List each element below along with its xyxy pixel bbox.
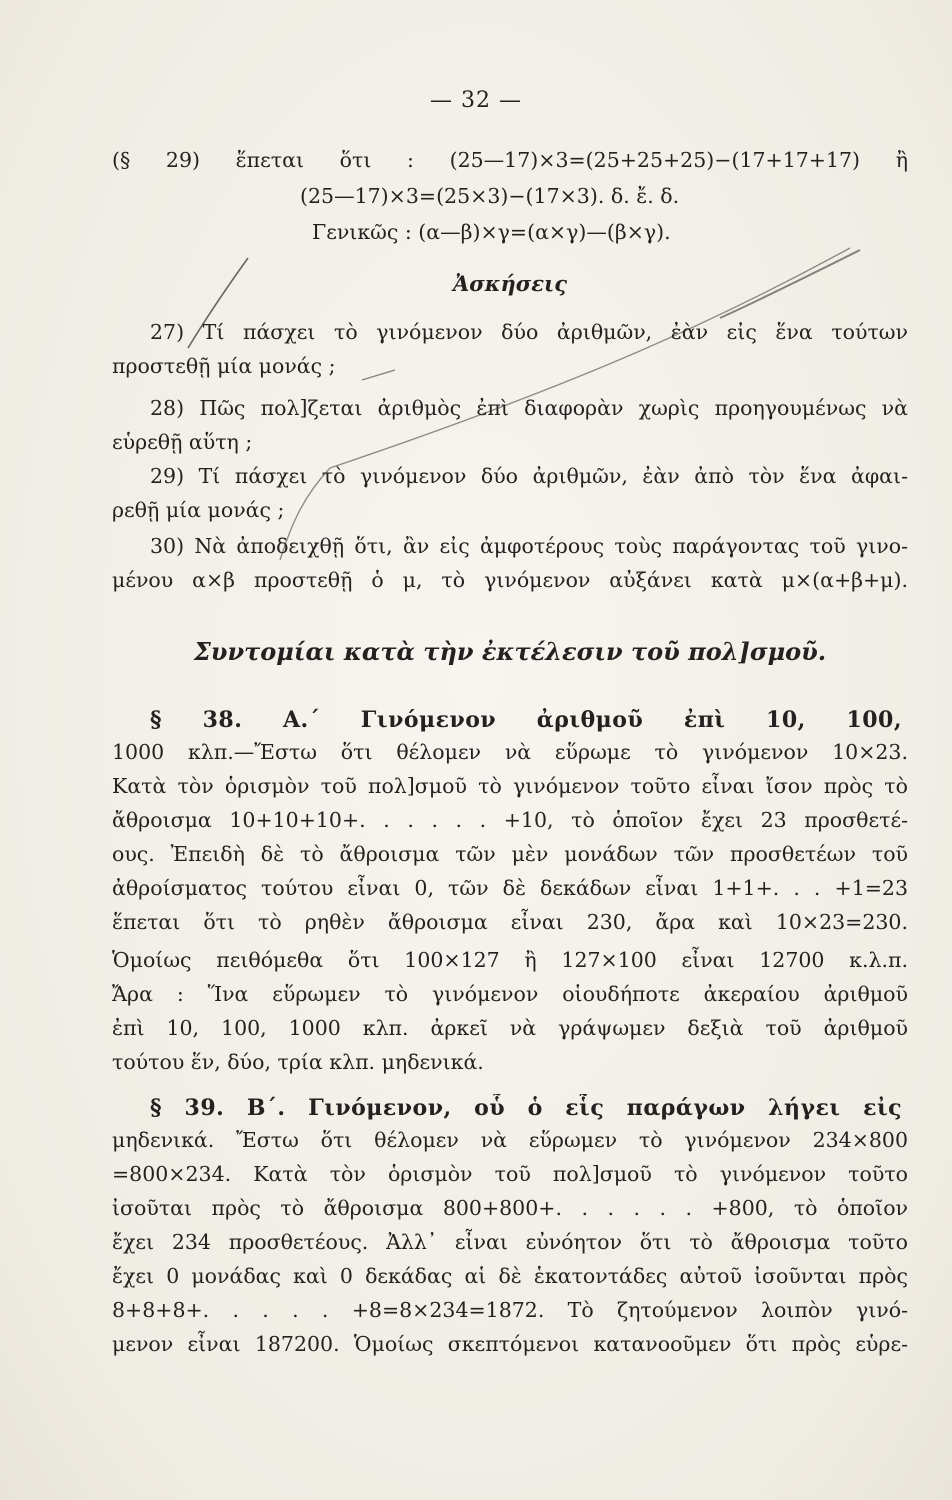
text-line: Γενικῶς : (α—β)×γ=(α×γ)—(β×γ). [312, 220, 671, 244]
text-line: ρεθῇ μία μονάς ; [112, 498, 285, 522]
text-line: τούτου ἕν, δύο, τρία κλπ. μηδενικά. [112, 1050, 484, 1074]
text-line: ἄθροισμα 10+10+10+. . . . . . +10, τὸ ὁποῖον ἔχει 23 προσθετέ- [112, 808, 908, 832]
exercise-28: 28) Πῶς πολ]ζεται ἀριθμὸς ἐπὶ διαφορὰν χωρὶς προηγουμένως νὰ [150, 396, 908, 420]
exercise-27: 27) Τί πάσχει τὸ γινόμενον δύο ἀριθμῶν, ἐὰν εἰς ἕνα τούτων [150, 320, 908, 344]
text-line: (§ 29) ἕπεται ὅτι : (25—17)×3=(25+25+25)−(17+17+17) ἢ [112, 148, 908, 172]
text-line: Κατὰ τὸν ὁρισμὸν τοῦ πολ]σμοῦ τὸ γινόμενον τοῦτο εἶναι ἴσον πρὸς τὸ [112, 774, 908, 798]
text-line: 8+8+8+. . . . . +8=8×234=1872. Τὸ ζητούμενον λοιπὸν γινό- [112, 1298, 908, 1322]
exercises-heading: Ἀσκήσεις [453, 271, 567, 296]
text-line: =800×234. Κατὰ τὸν ὁρισμὸν τοῦ πολ]σμοῦ τὸ γινόμενον τοῦτο [112, 1162, 908, 1186]
exercise-29: 29) Τί πάσχει τὸ γινόμενον δύο ἀριθμῶν, ἐὰν ἀπὸ τὸν ἕνα ἀφαι- [150, 464, 908, 488]
text-line: Ὁμοίως πειθόμεθα ὅτι 100×127 ἢ 127×100 εἶναι 12700 κ.λ.π. [112, 948, 908, 972]
text-line: μενον εἶναι 187200. Ὁμοίως σκεπτόμενοι κατανοοῦμεν ὅτι πρὸς εὑρε- [112, 1332, 908, 1356]
text-line: προστεθῇ μία μονάς ; [112, 354, 336, 378]
text-line: Ἄρα : Ἵνα εὕρωμεν τὸ γινόμενον οἱουδήποτε ἀκεραίου ἀριθμοῦ [112, 982, 908, 1006]
exercise-30: 30) Νὰ ἀποδειχθῇ ὅτι, ἂν εἰς ἀμφοτέρους τοὺς παράγοντας τοῦ γινο- [150, 534, 908, 558]
text-line: ἔχει 234 προσθετέους. Ἀλλ᾽ εἶναι εὐνόητον ὅτι τὸ ἄθροισμα τοῦτο [112, 1230, 908, 1254]
section-38-heading: § 38. Α.΄ Γινόμενον ἀριθμοῦ ἐπὶ 10, 100, [150, 707, 902, 733]
text-line: (25—17)×3=(25×3)−(17×3). δ. ἔ. δ. [300, 184, 680, 208]
text-line: 1000 κλπ.—Ἔστω ὅτι θέλομεν νὰ εὕρωμε τὸ γινόμενον 10×23. [112, 740, 908, 764]
text-line: μένου α×β προστεθῇ ὁ μ, τὸ γινόμενον αὐξάνει κατὰ μ×(α+β+μ). [112, 568, 908, 592]
text-line: εὑρεθῇ αὕτη ; [112, 430, 253, 454]
text-line: ἐπὶ 10, 100, 1000 κλπ. ἀρκεῖ νὰ γράψωμεν δεξιὰ τοῦ ἀριθμοῦ [112, 1016, 908, 1040]
section-39-heading: § 39. Β΄. Γινόμενον, οὗ ὁ εἷς παράγων λήγει εἰς [150, 1095, 902, 1121]
page-number: — 32 — [430, 88, 522, 113]
section-title: Συντομίαι κατὰ τὴν ἐκτέλεσιν τοῦ πολ]σμοῦ. [193, 637, 827, 666]
text-line: μηδενικά. Ἔστω ὅτι θέλομεν νὰ εὕρωμεν τὸ γινόμενον 234×800 [112, 1128, 908, 1152]
text-line: ἰσοῦται πρὸς τὸ ἄθροισμα 800+800+. . . . . . +800, τὸ ὁποῖον [112, 1196, 908, 1220]
text-line: ους. Ἐπειδὴ δὲ τὸ ἄθροισμα τῶν μὲν μονάδων τῶν προσθετέων τοῦ [112, 842, 908, 866]
text-line: ἀθροίσματος τούτου εἶναι 0, τῶν δὲ δεκάδων εἶναι 1+1+. . . +1=23 [112, 876, 908, 900]
text-line: ἕπεται ὅτι τὸ ρηθὲν ἄθροισμα εἶναι 230, ἄρα καὶ 10×23=230. [112, 910, 908, 934]
text-line: ἔχει 0 μονάδας καὶ 0 δεκάδας αἱ δὲ ἑκατοντάδες αὐτοῦ ἰσοῦνται πρὸς [112, 1264, 908, 1288]
